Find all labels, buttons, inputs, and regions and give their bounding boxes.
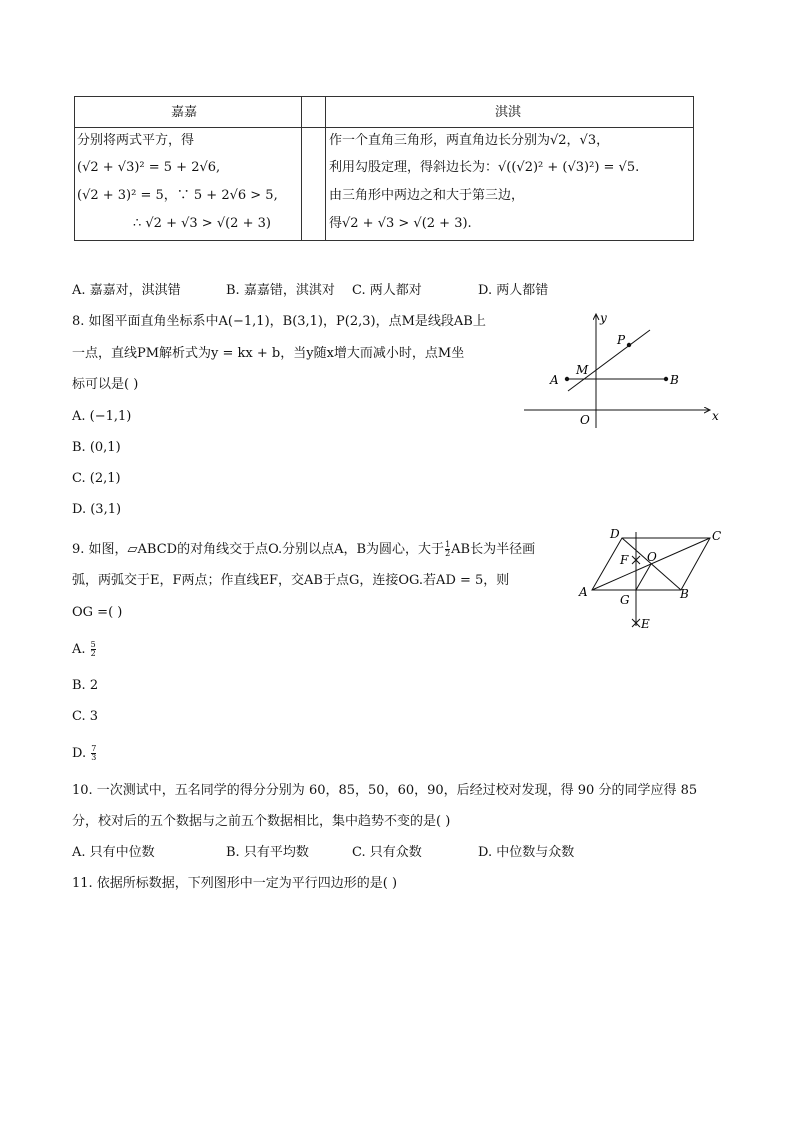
q9-fraction-num: 1 <box>445 540 451 549</box>
q9-stem-line-1-tail: AB长为半径画 <box>451 542 536 557</box>
q7-option-d: D. 两人都错 <box>478 283 549 298</box>
label-p: P <box>617 333 626 347</box>
label-g: G <box>620 593 630 607</box>
q9-option-a-den: 2 <box>90 649 96 658</box>
q10-stem-line-2: 分，校对后的五个数据与之前五个数据相比，集中趋势不变的是( ) <box>72 814 451 829</box>
label-f: F <box>620 553 629 567</box>
q9-option-c-letter: C. <box>72 709 86 724</box>
q10-option-b: B. 只有平均数 <box>226 845 309 860</box>
q8-stem-line-3: 标可以是( ) <box>72 377 139 392</box>
label-b: B <box>680 587 689 601</box>
q9-fraction-half <box>445 541 450 558</box>
q7-option-a: A. 嘉嘉对，淇淇错 <box>72 283 181 298</box>
right-line-4: 得√2 + √3 > √(2 + 3). <box>329 216 472 231</box>
table-column-divider-right <box>325 97 326 240</box>
segment-og <box>636 564 651 590</box>
q10-option-a: A. 只有中位数 <box>72 845 155 860</box>
q8-option-b: B. (0,1) <box>72 440 121 455</box>
q9-stem-line-1 <box>72 541 535 558</box>
q7-option-b: B. 嘉嘉错，淇淇对 <box>226 283 335 298</box>
left-line-3: (√2 + 3)² = 5，∵ 5 + 2√6 > 5, <box>77 188 278 203</box>
left-line-1: 分别将两式平方，得 <box>77 133 195 148</box>
q9-option-d-letter: D. <box>72 746 87 761</box>
label-a: A <box>579 585 588 599</box>
q9-option-d <box>72 745 97 762</box>
point-a <box>565 377 569 381</box>
q8-stem-line-1: 8. 如图平面直角坐标系中A(−1,1)，B(3,1)，P(2,3)，点M是线段AB上 <box>72 314 486 329</box>
left-line-2: (√2 + √3)² = 5 + 2√6, <box>77 160 221 175</box>
q8-coordinate-figure <box>520 308 730 432</box>
q9-option-b <box>72 679 98 692</box>
q10-option-d: D. 中位数与众数 <box>478 845 575 860</box>
q9-stem-line-1-head: 9. 如图，▱ABCD的对角线交于点O.分别以点A，B为圆心，大于 <box>72 542 445 557</box>
q9-option-d-fraction <box>91 745 96 762</box>
header-qiqi: 淇淇 <box>495 105 522 120</box>
q9-stem-line-2: 弧，两弧交于E，F两点；作直线EF，交AB于点G，连接OG.若AD = 5，则 <box>72 573 510 588</box>
q9-option-d-num: 7 <box>91 744 97 753</box>
q9-option-a-num: 5 <box>90 640 96 649</box>
label-a: A <box>550 373 559 387</box>
q9-option-b-text: 2 <box>89 678 99 693</box>
q8-option-d: D. (3,1) <box>72 502 122 517</box>
point-p <box>627 343 631 347</box>
q9-option-b-letter: B. <box>72 678 86 693</box>
point-b <box>664 377 668 381</box>
q10-stem-line-1: 10. 一次测试中，五名同学的得分分别为 60，85，50，60，90，后经过校对发现，得 90 分的同学应得 85 <box>72 783 698 798</box>
right-line-2: 利用勾股定理，得斜边长为：√((√2)² + (√3)²) = √5. <box>329 160 640 175</box>
label-b: B <box>670 373 679 387</box>
label-o: O <box>580 413 590 427</box>
q9-option-a <box>72 641 97 658</box>
label-m: M <box>576 363 589 377</box>
left-line-4: ∴ √2 + √3 > √(2 + 3) <box>133 216 271 231</box>
label-e: E <box>641 617 650 631</box>
comparison-table <box>74 96 694 241</box>
q9-option-c-text: 3 <box>89 709 99 724</box>
label-x: x <box>712 409 719 423</box>
q9-parallelogram-figure <box>574 526 730 634</box>
q9-option-c <box>72 710 98 723</box>
label-c: C <box>712 529 722 543</box>
q8-stem-line-2: 一点，直线PM解析式为y = kx + b，当y随x增大而减小时，点M坐 <box>72 346 465 361</box>
label-o: O <box>647 550 657 564</box>
q9-option-d-den: 3 <box>91 753 97 762</box>
label-d: D <box>610 527 620 541</box>
q9-fraction-den: 2 <box>445 549 451 558</box>
q9-option-a-fraction <box>91 641 96 658</box>
label-y: y <box>600 311 607 325</box>
diagonal-bd <box>622 538 681 590</box>
q9-option-a-letter: A. <box>72 642 86 657</box>
q10-option-c: C. 只有众数 <box>352 845 422 860</box>
line-pm <box>568 330 650 391</box>
q8-option-a: A. (−1,1) <box>72 409 132 424</box>
table-header-divider <box>75 127 693 128</box>
q11-stem-line-1: 11. 依据所标数据，下列图形中一定为平行四边形的是( ) <box>72 876 398 891</box>
table-column-divider-left <box>301 97 302 240</box>
header-jiajia: 嘉嘉 <box>171 105 198 120</box>
right-line-3: 由三角形中两边之和大于第三边， <box>329 188 525 203</box>
q9-stem-line-3: OG =( ) <box>72 605 123 620</box>
right-line-1: 作一个直角三角形，两直角边长分别为√2，√3， <box>329 133 610 148</box>
q7-option-c: C. 两人都对 <box>352 283 422 298</box>
q8-option-c: C. (2,1) <box>72 471 121 486</box>
